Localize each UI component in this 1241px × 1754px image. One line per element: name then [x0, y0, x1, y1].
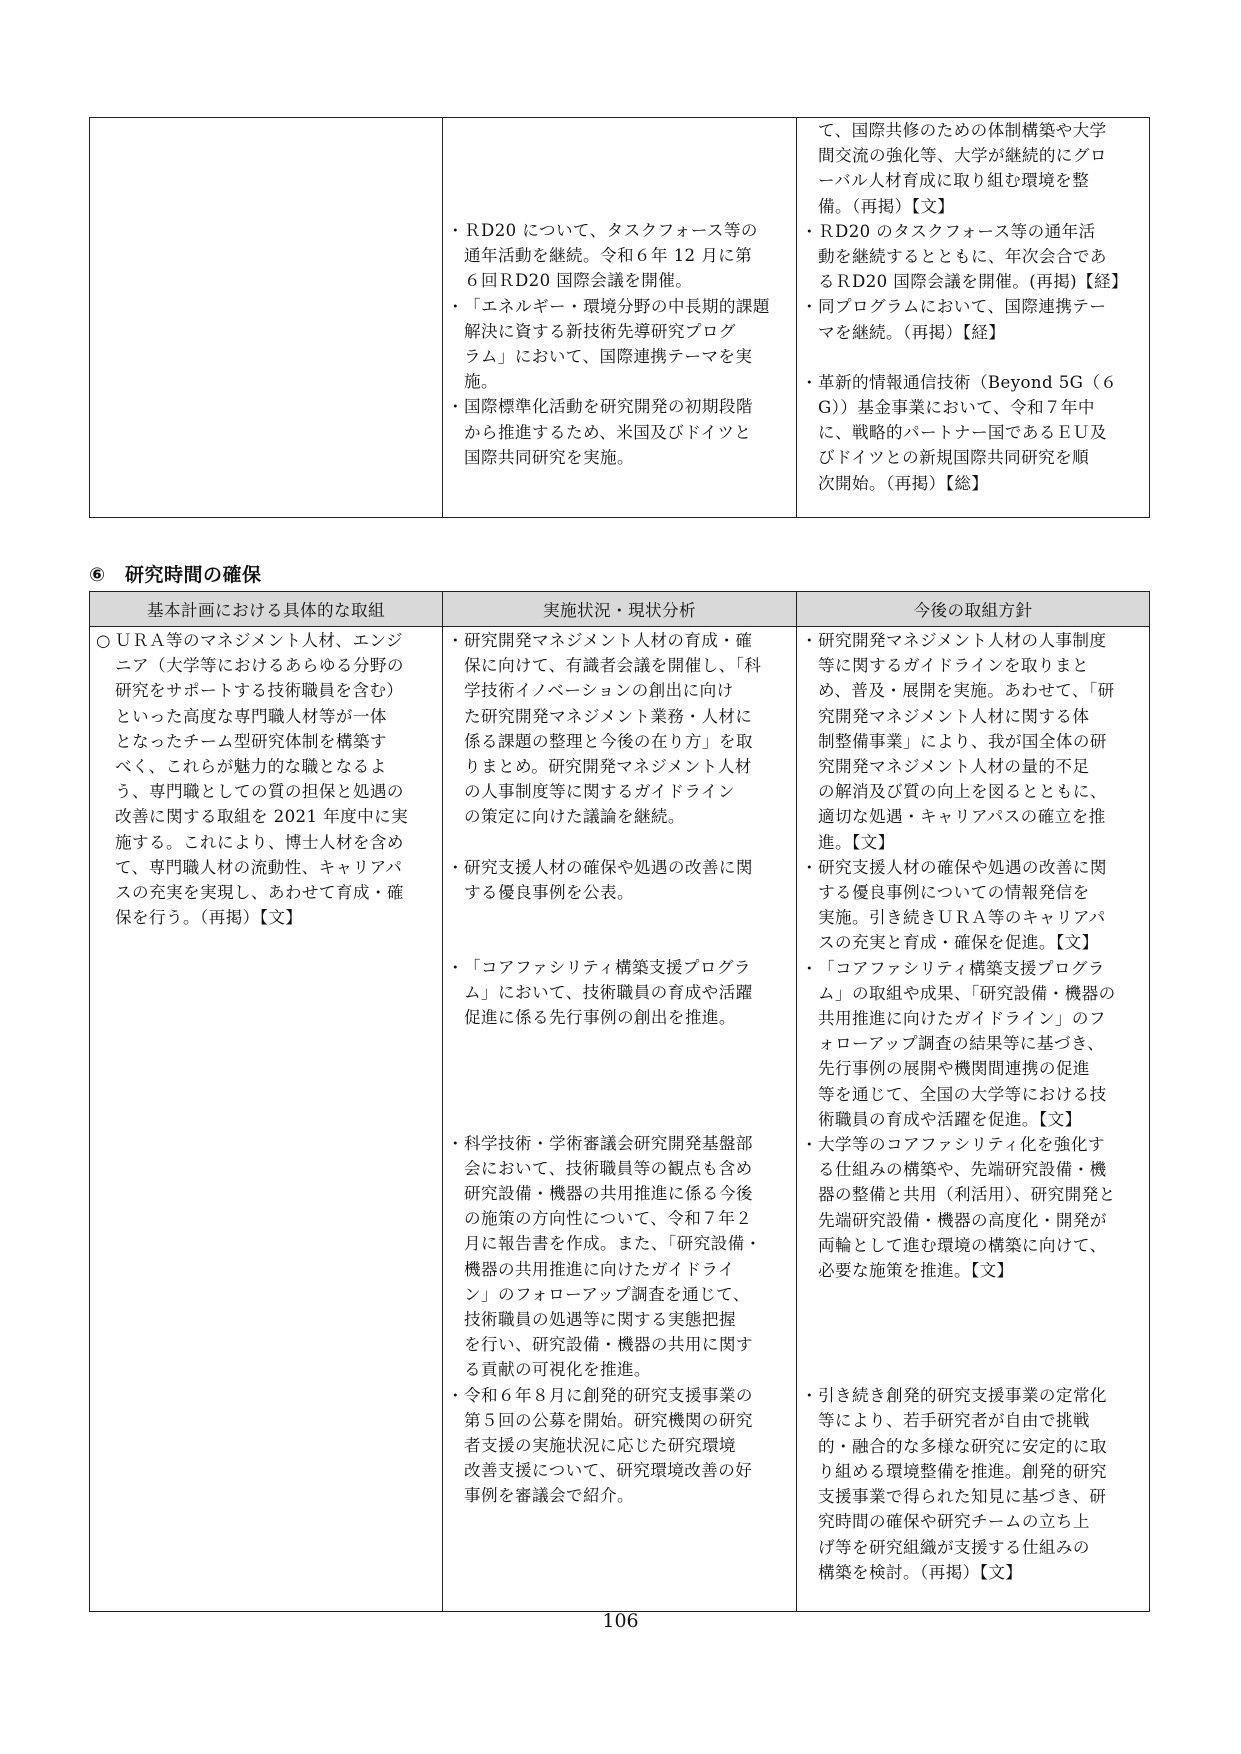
section-number: ⑥	[89, 564, 106, 586]
table-cell-status	[443, 118, 797, 518]
list-item: ・ 「コアファシリティ構築支援プログラ ム」において、技術職員の育成や活躍 促進に係る先行事例の創出を推進。	[447, 958, 753, 1028]
column-header-plan: 基本計画における具体的な取組	[90, 592, 443, 627]
list-item: ・ 科学技術・学術審議会研究開発基盤部 会において、技術職員等の観点も含め 研究設備・機器の共用推進に係る今後 の施策の方向性について、令和７年２ 月に報告書を作成。また、「研究設備・ 機器の共用推進に向けたガイドライ ン」のフォローアップ調査を通じて、 技術職員の処遇等に関する実態把握 を行い、研究設備・機器の共用に関す る貢献の可視化を推進。	[447, 1133, 762, 1380]
list-item: ○ ＵＲＡ等のマネジメント人材、エンジ ニア（大学等におけるあらゆる分野の 研究をサポートする技術職員を含む） といった高度な専門職人材等が一体 となったチーム型研究体制を構築す べく、これらが魅力的な職となるよ う、専門職としての質の担保と処遇の 改善に関する取組を 2021 年度中に実 施する。これにより、博士人材を含め て、専門職人材の流動性、キャリアパ スの充実を実現し、あわせて育成・確 保を行う。（再掲）【文】	[96, 631, 409, 928]
list-item: ・ 引き続き創発的研究支援事業の定常化 等により、若手研究者が自由で挑戦 的・融合的な多様な研究に安定的に取 り組める環境整備を推進。創発的研究 支援事業で得られた知見に基づき、研 究時間の確保や研究チームの立ち上 げ等を研究組織が支援する仕組みの 構築を検討。（再掲）【文】	[801, 1386, 1107, 1582]
continued-table	[89, 117, 1150, 518]
list-item: ・ 令和６年８月に創発的研究支援事業の 第５回の公募を開始。研究機関の研究 者支援の実施状況に応じた研究環境 改善支援について、研究環境改善の好 事例を審議会で紹介。	[447, 1385, 753, 1506]
list-item: ・ ＲD20 について、タスクフォース等の 通年活動を継続。令和６年 12 月に第 ６回ＲD20 国際会議を開催。	[447, 221, 758, 291]
table-cell-plan	[90, 627, 443, 1612]
table-cell-policy	[797, 118, 1150, 518]
list-item: ・ 大学等のコアファシリティ化を強化す る仕組みの構築や、先端研究設備・機 器の整備と共用（利活用）、研究開発と 先端研究設備・機器の高度化・開発が 両輪として進む環境の構築に向けて、 必要な施策を推進。【文】	[801, 1135, 1116, 1281]
column-header-status: 実施状況・現状分析	[443, 592, 797, 627]
list-item: ・ 革新的情報通信技術（Beyond 5G（６ G））基金事業において、令和７年中 に、戦略的パートナー国であるＥＵ及 びドイツとの新規国際共同研究を順 次開始。（再掲）【総】	[801, 372, 1118, 493]
main-table	[89, 591, 1150, 1612]
table-row	[90, 627, 1150, 1612]
list-item: ・ 研究開発マネジメント人材の人事制度 等に関するガイドラインを取りまと め、普及・展開を実施。あわせて、「研 究開発マネジメント人材に関する体 制整備事業」により、我が国全体の研 究開発マネジメント人材の量的不足 の解消及び質の向上を図るとともに、 適切な処遇・キャリアパスの確立を推 進。【文】	[801, 631, 1115, 852]
list-item: ・ ＲD20 のタスクフォース等の通年活 動を継続するとともに、年次会合であ るＲD20 国際会議を開催。(再掲)【経】	[801, 221, 1128, 292]
table-header-row	[90, 592, 1150, 627]
list-item: ・ 「エネルギー・環境分野の中長期的課題 解決に資する新技術先導研究プログ ラム」において、国際連携テーマを実 施。	[447, 296, 770, 392]
table-cell-policy	[797, 627, 1150, 1612]
list-item: ・ 「コアファシリティ構築支援プログラ ム」の取組や成果、「研究設備・機器の 共用推進に向けたガイドライン」のフ ォローアップ調査の結果等に基づき、 先行事例の展開や機関間連携の促進 等を通じて、全国の大学等における技 術職員の育成や活躍を促進。【文】	[801, 958, 1116, 1129]
section-heading	[89, 560, 262, 587]
list-item: ・ 研究開発マネジメント人材の育成・確 保に向けて、有識者会議を開催し、「科 学技術イノベーションの創出に向け た研究開発マネジメント業務・人材に 係る課題の整理と今後の在り方」を取 りまとめ。研究開発マネジメント人材 の人事制度等に関するガイドライン の策定に向けた議論を継続。	[447, 631, 762, 827]
page-number: 106	[602, 1610, 639, 1632]
table-row	[90, 118, 1150, 518]
table-cell-plan	[90, 118, 443, 518]
list-item: ・ 研究支援人材の確保や処遇の改善に関 する優良事例を公表。	[447, 857, 753, 902]
section-title: 研究時間の確保	[125, 564, 262, 586]
continued-text: て、国際共修のための体制構築や大学 間交流の強化等、大学が継続的にグロ ーバル人材育成に取り組む環境を整 備。（再掲）【文】	[818, 121, 1107, 216]
table-cell-status	[443, 627, 797, 1612]
list-item: ・ 研究支援人材の確保や処遇の改善に関 する優良事例についての情報発信を 実施。引き続きＵＲＡ等のキャリアパ スの充実と育成・確保を促進。【文】	[801, 857, 1107, 953]
list-item: ・ 国際標準化活動を研究開発の初期段階 から推進するため、米国及びドイツと 国際共同研究を実施。	[447, 397, 753, 467]
column-header-policy: 今後の取組方針	[797, 592, 1150, 627]
list-item: ・ 同プログラムにおいて、国際連携テー マを継続。（再掲）【経】	[801, 297, 1107, 342]
